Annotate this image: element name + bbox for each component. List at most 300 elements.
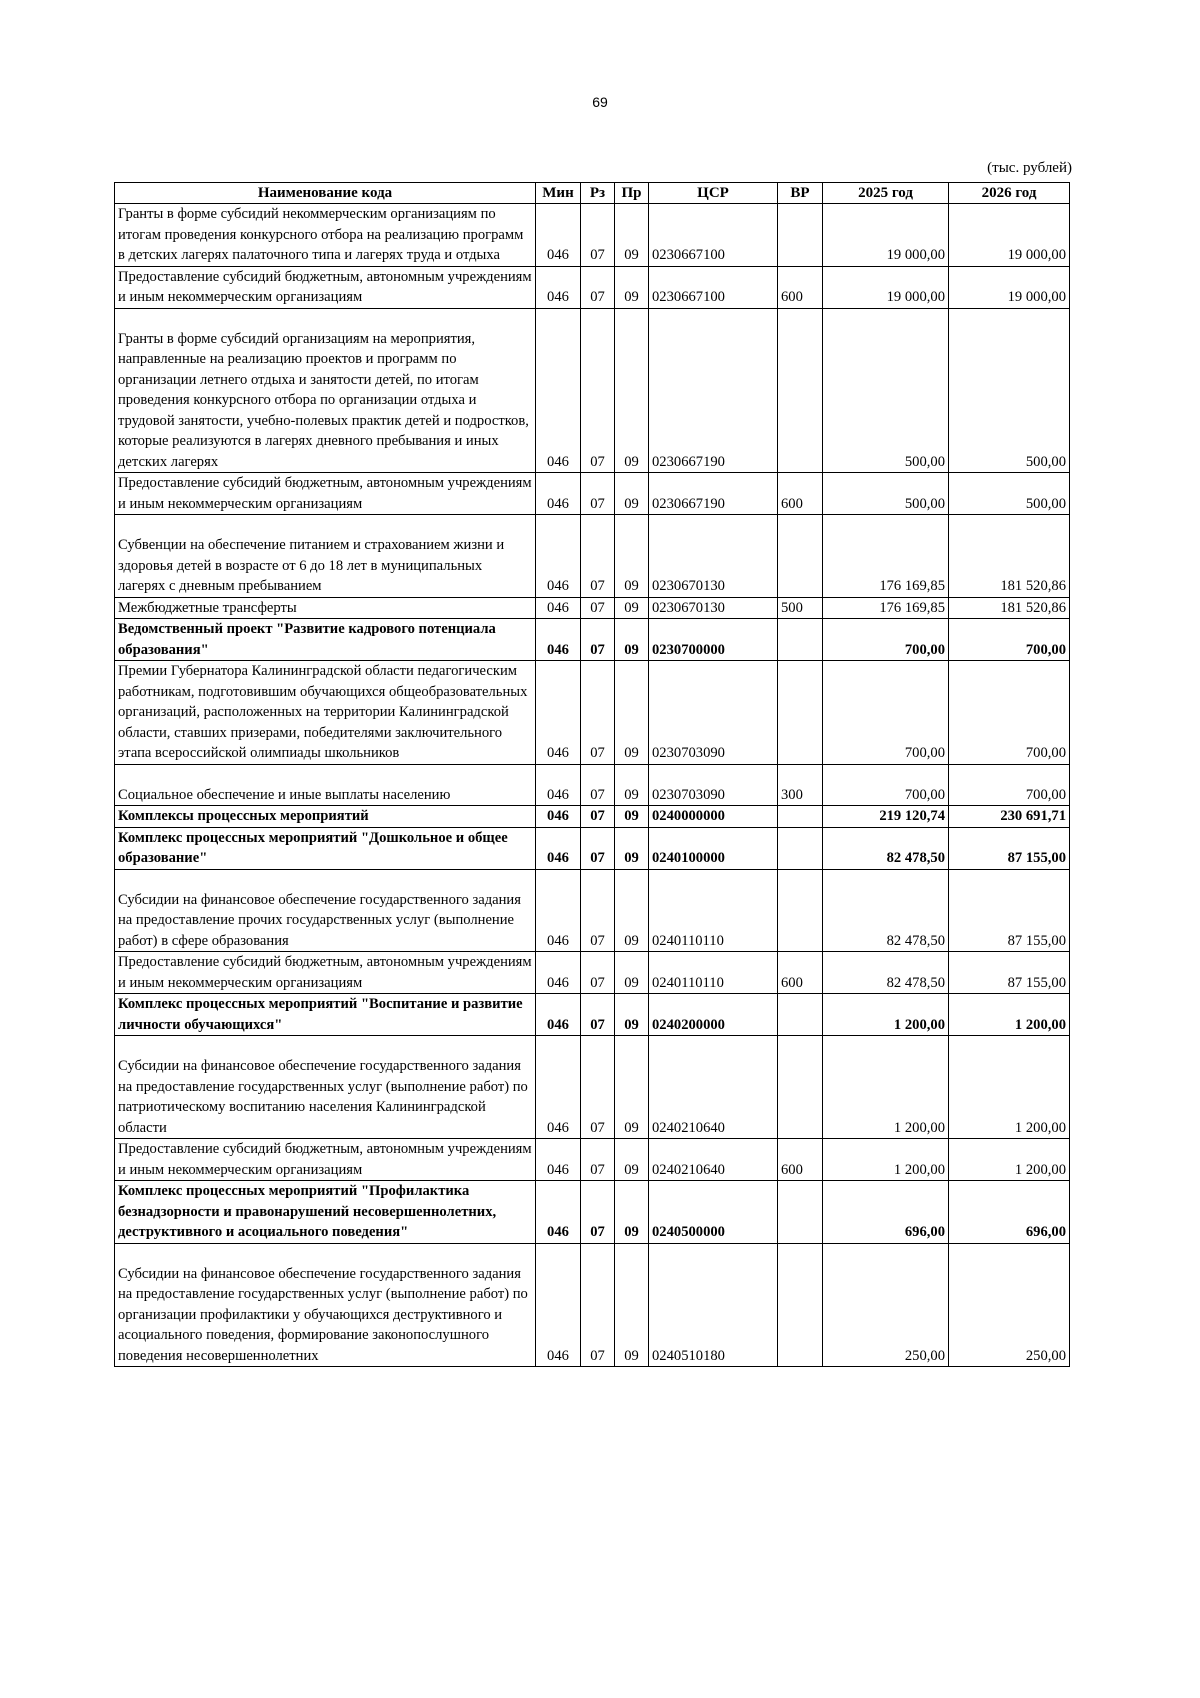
row-name-text: Комплекс процессных мероприятий "Дошкольное и общее образование" <box>118 829 508 866</box>
row-rz <box>581 661 615 765</box>
row-2025 <box>823 515 949 598</box>
row-name-text: Субсидии на финансовое обеспечение государственного задания на предоставление прочих государственных услуг (выполнение работ) в сфере образования <box>118 891 521 949</box>
table-row <box>115 619 1070 661</box>
row-2026 <box>949 869 1070 952</box>
row-min-text: 046 <box>547 974 569 991</box>
row-pr <box>615 764 649 806</box>
row-name <box>115 869 536 952</box>
row-2025 <box>823 1243 949 1367</box>
row-rz-text: 07 <box>590 1224 605 1240</box>
row-vr-text: 600 <box>781 974 803 991</box>
row-2025-text: 500,00 <box>904 495 945 512</box>
row-min <box>536 806 581 828</box>
row-pr <box>615 1036 649 1139</box>
table-row <box>115 1036 1070 1139</box>
row-rz-text: 07 <box>590 974 605 991</box>
row-csr <box>649 597 778 619</box>
row-name <box>115 952 536 994</box>
row-2025-text: 19 000,00 <box>886 289 945 305</box>
row-rz <box>581 515 615 598</box>
budget-table <box>114 182 1070 1367</box>
row-name-text: Ведомственный проект "Развитие кадрового потенциала образования" <box>118 621 496 658</box>
units-label: (тыс. рублей) <box>987 160 1072 176</box>
row-name <box>115 619 536 661</box>
row-min <box>536 515 581 598</box>
table-row <box>115 764 1070 806</box>
row-2025 <box>823 619 949 661</box>
row-csr <box>649 619 778 661</box>
row-pr-text: 09 <box>624 1224 639 1240</box>
header-name: Наименование кода <box>115 183 536 204</box>
row-pr <box>615 869 649 952</box>
row-csr <box>649 515 778 598</box>
row-vr-text: 600 <box>781 1161 803 1178</box>
row-csr <box>649 806 778 828</box>
row-rz <box>581 806 615 828</box>
row-2026-text: 87 155,00 <box>1007 932 1066 949</box>
row-vr <box>778 661 823 765</box>
row-csr-text: 0240000000 <box>652 808 725 824</box>
row-csr-text: 0230703090 <box>652 786 725 803</box>
row-min-text: 046 <box>547 578 569 594</box>
row-pr <box>615 806 649 828</box>
row-csr-text: 0230670130 <box>652 578 725 594</box>
row-min-text: 046 <box>547 1347 569 1364</box>
row-rz-text: 07 <box>590 641 605 658</box>
table-row <box>115 473 1070 515</box>
row-name <box>115 1036 536 1139</box>
row-vr <box>778 1139 823 1181</box>
row-vr-text: 600 <box>781 495 803 512</box>
row-vr <box>778 515 823 598</box>
row-csr-text: 0230670130 <box>652 599 725 616</box>
row-csr-text: 0230667100 <box>652 247 725 263</box>
row-2025-text: 1 200,00 <box>893 1016 945 1033</box>
row-2026-text: 700,00 <box>1025 745 1066 761</box>
row-2025 <box>823 1139 949 1181</box>
row-name <box>115 661 536 765</box>
row-2025 <box>823 1036 949 1139</box>
row-pr-text: 09 <box>624 786 639 803</box>
row-csr <box>649 1243 778 1367</box>
row-rz <box>581 204 615 267</box>
row-2025-text: 82 478,50 <box>886 974 945 991</box>
row-name-text: Предоставление субсидий бюджетным, автономным учреждениям и иным некоммерческим организациям <box>118 954 532 991</box>
row-name <box>115 597 536 619</box>
row-pr-text: 09 <box>624 1119 639 1136</box>
row-rz <box>581 1181 615 1244</box>
row-min <box>536 1243 581 1367</box>
row-min <box>536 1181 581 1244</box>
row-vr <box>778 1181 823 1244</box>
row-2026-text: 696,00 <box>1025 1224 1066 1240</box>
row-name-text: Предоставление субсидий бюджетным, автономным учреждениям и иным некоммерческим организациям <box>118 475 532 512</box>
row-2025-text: 82 478,50 <box>886 850 945 866</box>
row-csr <box>649 204 778 267</box>
header-rz: Рз <box>581 183 615 204</box>
row-2025-text: 250,00 <box>904 1347 945 1364</box>
row-pr-text: 09 <box>624 578 639 594</box>
row-min-text: 046 <box>547 641 569 658</box>
row-2026 <box>949 1036 1070 1139</box>
row-csr <box>649 1036 778 1139</box>
table-row <box>115 204 1070 267</box>
row-vr-text: 300 <box>781 786 803 803</box>
row-vr <box>778 1036 823 1139</box>
table-row <box>115 266 1070 308</box>
row-csr <box>649 661 778 765</box>
row-2026 <box>949 994 1070 1036</box>
row-rz-text: 07 <box>590 578 605 594</box>
row-2026 <box>949 619 1070 661</box>
row-name-text: Предоставление субсидий бюджетным, автономным учреждениям и иным некоммерческим организациям <box>118 1141 532 1178</box>
row-rz-text: 07 <box>590 1347 605 1364</box>
row-2025 <box>823 869 949 952</box>
row-2025-text: 82 478,50 <box>886 932 945 949</box>
row-csr-text: 0230703090 <box>652 745 725 761</box>
row-min-text: 046 <box>547 289 569 305</box>
row-pr-text: 09 <box>624 289 639 305</box>
row-name <box>115 204 536 267</box>
row-min-text: 046 <box>547 745 569 761</box>
row-min-text: 046 <box>547 1161 569 1178</box>
row-name-text: Комплекс процессных мероприятий "Воспитание и развитие личности обучающихся" <box>118 996 523 1033</box>
table-row <box>115 1181 1070 1244</box>
row-vr <box>778 597 823 619</box>
table-row <box>115 952 1070 994</box>
row-name <box>115 266 536 308</box>
row-2025 <box>823 827 949 869</box>
row-min <box>536 597 581 619</box>
row-2026-text: 1 200,00 <box>1014 1161 1066 1178</box>
page-number: 69 <box>592 94 608 110</box>
table-row <box>115 597 1070 619</box>
row-min <box>536 473 581 515</box>
header-csr: ЦСР <box>649 183 778 204</box>
row-2026 <box>949 827 1070 869</box>
row-name <box>115 1243 536 1367</box>
row-name-text: Социальное обеспечение и иные выплаты населению <box>118 786 451 803</box>
row-name <box>115 827 536 869</box>
row-2026 <box>949 1181 1070 1244</box>
row-min-text: 046 <box>547 1224 569 1240</box>
row-vr <box>778 827 823 869</box>
row-pr-text: 09 <box>624 599 639 616</box>
row-name <box>115 1181 536 1244</box>
row-csr-text: 0230667190 <box>652 453 725 470</box>
row-name <box>115 473 536 515</box>
row-csr-text: 0230700000 <box>652 641 725 658</box>
row-2026-text: 87 155,00 <box>1007 850 1066 866</box>
row-min <box>536 869 581 952</box>
row-2025-text: 700,00 <box>904 745 945 761</box>
row-min-text: 046 <box>547 1119 569 1136</box>
table-row <box>115 308 1070 473</box>
row-2026-text: 181 520,86 <box>1000 578 1066 594</box>
row-min-text: 046 <box>547 808 569 824</box>
row-pr-text: 09 <box>624 932 639 949</box>
row-name <box>115 515 536 598</box>
row-pr <box>615 661 649 765</box>
row-2025 <box>823 473 949 515</box>
row-vr <box>778 308 823 473</box>
row-csr <box>649 473 778 515</box>
row-rz-text: 07 <box>590 1119 605 1136</box>
row-csr <box>649 827 778 869</box>
row-name-text: Субсидии на финансовое обеспечение государственного задания на предоставление государственных услуг (выполнение работ) по организации профилактики у обучающихся деструктивного и асоциального поведения, формирование законопослушного поведения несовершеннолетних <box>118 1265 528 1364</box>
row-min-text: 046 <box>547 932 569 949</box>
row-rz-text: 07 <box>590 599 605 616</box>
row-pr-text: 09 <box>624 808 639 824</box>
table-header-row <box>115 183 1070 204</box>
row-name-text: Премии Губернатора Калининградской области педагогическим работникам, подготовившим обучающихся общеобразовательных организаций, расположенных на территории Калининградской области, ставших призерами, победителями заключительного этапа всероссийской олимпиады школьников <box>118 663 528 761</box>
table-row <box>115 515 1070 598</box>
row-csr <box>649 1181 778 1244</box>
row-2026-text: 700,00 <box>1025 786 1066 803</box>
row-vr <box>778 204 823 267</box>
row-pr-text: 09 <box>624 495 639 512</box>
row-rz <box>581 308 615 473</box>
row-2026-text: 19 000,00 <box>1007 289 1066 305</box>
row-rz-text: 07 <box>590 247 605 263</box>
row-2025 <box>823 597 949 619</box>
row-pr-text: 09 <box>624 974 639 991</box>
row-csr <box>649 308 778 473</box>
row-csr-text: 0240510180 <box>652 1347 725 1364</box>
row-vr <box>778 764 823 806</box>
row-name-text: Гранты в форме субсидий некоммерческим организациям по итогам проведения конкурсного отбора на реализацию программ в детских лагерях палаточного типа и лагерях труда и отдыха <box>118 206 524 263</box>
row-csr <box>649 952 778 994</box>
row-rz <box>581 266 615 308</box>
row-rz-text: 07 <box>590 1016 605 1033</box>
row-2026 <box>949 1243 1070 1367</box>
row-min <box>536 827 581 869</box>
row-2025-text: 500,00 <box>904 453 945 470</box>
row-rz <box>581 597 615 619</box>
table-row <box>115 806 1070 828</box>
row-min <box>536 1139 581 1181</box>
row-2026 <box>949 952 1070 994</box>
row-2025 <box>823 806 949 828</box>
row-vr-text: 500 <box>781 599 803 616</box>
row-csr <box>649 1139 778 1181</box>
row-vr <box>778 806 823 828</box>
header-min: Мин <box>536 183 581 204</box>
row-pr <box>615 473 649 515</box>
row-2026-text: 1 200,00 <box>1014 1119 1066 1136</box>
table-row <box>115 994 1070 1036</box>
row-pr <box>615 308 649 473</box>
row-pr <box>615 515 649 598</box>
row-2026 <box>949 806 1070 828</box>
row-min-text: 046 <box>547 786 569 803</box>
row-rz <box>581 1243 615 1367</box>
table-row <box>115 1243 1070 1367</box>
row-rz <box>581 994 615 1036</box>
row-vr <box>778 869 823 952</box>
row-2025 <box>823 204 949 267</box>
row-2026 <box>949 1139 1070 1181</box>
row-csr <box>649 869 778 952</box>
row-min-text: 046 <box>547 247 569 263</box>
row-2026-text: 19 000,00 <box>1007 247 1066 263</box>
row-csr-text: 0240210640 <box>652 1161 725 1178</box>
row-2025-text: 1 200,00 <box>893 1119 945 1136</box>
row-name-text: Субвенции на обеспечение питанием и страхованием жизни и здоровья детей в возрасте от 6 до 18 лет в муниципальных лагерях с дневным пребыванием <box>118 537 505 594</box>
row-name-text: Гранты в форме субсидий организациям на мероприятия, направленные на реализацию проектов и программ по организации летнего отдыха и занятости детей, по итогам проведения конкурсного отбора по организации отдыха и трудовой занятости, учебно-полевых практик детей и подростков, которые реализуются в лагерях дневного пребывания и иных детских лагерях <box>118 330 529 470</box>
row-2026-text: 500,00 <box>1025 495 1066 512</box>
row-name-text: Комплекс процессных мероприятий "Профилактика безнадзорности и правонарушений несовершеннолетних, деструктивного и асоциального поведения" <box>118 1183 497 1240</box>
row-2025 <box>823 661 949 765</box>
row-min-text: 046 <box>547 453 569 470</box>
row-vr <box>778 994 823 1036</box>
row-name <box>115 764 536 806</box>
row-pr <box>615 1181 649 1244</box>
row-rz <box>581 952 615 994</box>
row-2026-text: 700,00 <box>1025 641 1066 658</box>
row-2025-text: 1 200,00 <box>893 1161 945 1178</box>
row-pr-text: 09 <box>624 1016 639 1033</box>
row-pr <box>615 619 649 661</box>
row-vr <box>778 266 823 308</box>
row-2026 <box>949 661 1070 765</box>
row-2025 <box>823 266 949 308</box>
row-rz-text: 07 <box>590 745 605 761</box>
row-rz <box>581 764 615 806</box>
row-csr-text: 0240200000 <box>652 1016 725 1033</box>
row-min-text: 046 <box>547 850 569 866</box>
row-csr-text: 0240110110 <box>652 974 724 991</box>
row-rz <box>581 1036 615 1139</box>
header-pr: Пр <box>615 183 649 204</box>
row-rz-text: 07 <box>590 932 605 949</box>
row-name <box>115 806 536 828</box>
row-vr <box>778 952 823 994</box>
row-rz <box>581 473 615 515</box>
row-min <box>536 661 581 765</box>
row-name-text: Предоставление субсидий бюджетным, автономным учреждениям и иным некоммерческим организациям <box>118 268 532 305</box>
row-pr-text: 09 <box>624 1347 639 1364</box>
row-2025 <box>823 1181 949 1244</box>
row-2025-text: 19 000,00 <box>886 247 945 263</box>
row-2026 <box>949 597 1070 619</box>
row-min-text: 046 <box>547 495 569 512</box>
row-pr <box>615 597 649 619</box>
row-rz <box>581 869 615 952</box>
header-2025: 2025 год <box>823 183 949 204</box>
row-rz <box>581 619 615 661</box>
row-pr <box>615 952 649 994</box>
row-2025-text: 176 169,85 <box>879 578 945 594</box>
header-2026: 2026 год <box>949 183 1070 204</box>
row-csr <box>649 266 778 308</box>
row-rz-text: 07 <box>590 453 605 470</box>
row-csr-text: 0230667100 <box>652 289 725 305</box>
row-csr-text: 0240210640 <box>652 1119 725 1136</box>
row-2026 <box>949 308 1070 473</box>
row-2026-text: 181 520,86 <box>1000 599 1066 616</box>
row-rz <box>581 827 615 869</box>
row-2026-text: 230 691,71 <box>1000 808 1066 824</box>
row-2025 <box>823 952 949 994</box>
row-pr <box>615 266 649 308</box>
row-2025-text: 176 169,85 <box>879 599 945 616</box>
row-rz-text: 07 <box>590 1161 605 1178</box>
row-2025 <box>823 994 949 1036</box>
row-2026-text: 87 155,00 <box>1007 974 1066 991</box>
row-2026 <box>949 515 1070 598</box>
row-2025-text: 219 120,74 <box>879 808 945 824</box>
row-vr-text: 600 <box>781 289 803 305</box>
row-rz-text: 07 <box>590 289 605 305</box>
row-vr <box>778 473 823 515</box>
row-rz <box>581 1139 615 1181</box>
row-2026 <box>949 473 1070 515</box>
row-pr <box>615 1139 649 1181</box>
row-name-text: Межбюджетные трансферты <box>118 599 297 616</box>
row-pr <box>615 994 649 1036</box>
row-vr <box>778 619 823 661</box>
row-csr-text: 0240500000 <box>652 1224 725 1240</box>
row-2026 <box>949 266 1070 308</box>
row-min <box>536 952 581 994</box>
row-name <box>115 994 536 1036</box>
row-min <box>536 994 581 1036</box>
row-csr <box>649 764 778 806</box>
row-min <box>536 308 581 473</box>
row-2025-text: 700,00 <box>904 786 945 803</box>
table-row <box>115 827 1070 869</box>
row-name <box>115 1139 536 1181</box>
row-csr-text: 0230667190 <box>652 495 725 512</box>
row-pr-text: 09 <box>624 1161 639 1178</box>
row-2025-text: 700,00 <box>904 641 945 658</box>
row-pr-text: 09 <box>624 745 639 761</box>
row-name-text: Комплексы процессных мероприятий <box>118 808 369 824</box>
table-row <box>115 1139 1070 1181</box>
header-vr: ВР <box>778 183 823 204</box>
row-csr-text: 0240100000 <box>652 850 725 866</box>
row-pr-text: 09 <box>624 641 639 658</box>
row-rz-text: 07 <box>590 495 605 512</box>
row-2026-text: 250,00 <box>1025 1347 1066 1364</box>
row-min <box>536 204 581 267</box>
row-pr <box>615 827 649 869</box>
row-min-text: 046 <box>547 599 569 616</box>
row-min-text: 046 <box>547 1016 569 1033</box>
row-csr <box>649 994 778 1036</box>
row-2026 <box>949 764 1070 806</box>
row-rz-text: 07 <box>590 786 605 803</box>
row-2026-text: 1 200,00 <box>1014 1016 1066 1033</box>
row-2025-text: 696,00 <box>904 1224 945 1240</box>
row-min <box>536 1036 581 1139</box>
table-row <box>115 661 1070 765</box>
row-min <box>536 764 581 806</box>
row-min <box>536 619 581 661</box>
row-pr-text: 09 <box>624 247 639 263</box>
row-pr <box>615 204 649 267</box>
row-rz-text: 07 <box>590 808 605 824</box>
row-pr-text: 09 <box>624 850 639 866</box>
row-2026-text: 500,00 <box>1025 453 1066 470</box>
row-pr <box>615 1243 649 1367</box>
row-name <box>115 308 536 473</box>
row-2025 <box>823 308 949 473</box>
row-pr-text: 09 <box>624 453 639 470</box>
row-2025 <box>823 764 949 806</box>
row-rz-text: 07 <box>590 850 605 866</box>
